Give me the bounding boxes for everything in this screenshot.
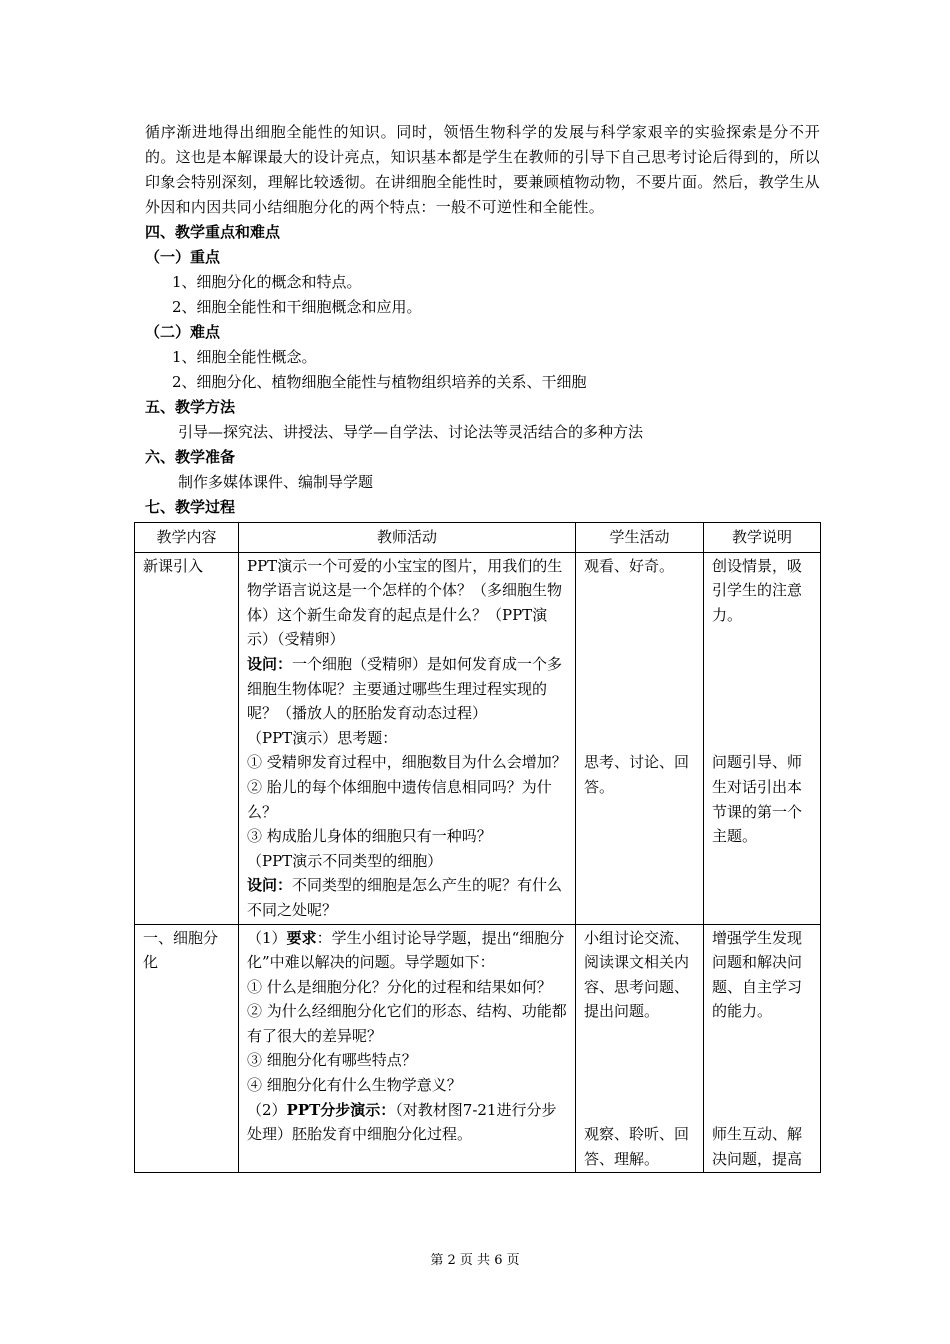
note-cell (704, 552, 821, 924)
header-student: 学生活动 (576, 523, 704, 553)
teaching-note: 增强学生发现问题和解决问题、自主学习的能力。 (712, 928, 803, 1021)
row-content-label: 一、细胞分化 (143, 928, 219, 972)
row-content-cell (135, 924, 239, 1173)
teaching-note: 师生互动、解决问题，提高 (712, 1125, 803, 1168)
note-cell (704, 924, 821, 1173)
guide-question: ④ 细胞分化有什么生物学意义？ (247, 1076, 462, 1095)
difficult-point-item: 2、细胞分化、植物细胞全能性与植物组织培养的关系、干细胞 (172, 373, 587, 391)
key-points-title: （一）重点 (145, 248, 221, 266)
question-label: 设问： (247, 876, 293, 895)
section-5-text: 引导—探究法、讲授法、导学—自学法、讨论法等灵活结合的多种方法 (178, 423, 644, 441)
header-teacher: 教师活动 (239, 523, 576, 553)
teacher-question-item: ① 受精卵发育过程中，细胞数目为什么会增加？ (247, 753, 567, 772)
row-content-label: 新课引入 (143, 556, 204, 575)
guide-question: ② 为什么经细胞分化它们的形态、结构、功能都有了很大的差异呢？ (247, 1002, 567, 1045)
page-footer: 第 2 页 共 6 页 (430, 1253, 520, 1268)
table-header-row (135, 523, 821, 553)
guide-question: ① 什么是细胞分化？分化的过程和结果如何？ (247, 977, 552, 996)
teacher-text: （PPT演示）思考题： (247, 728, 398, 747)
teacher-text: PPT演示一个可爱的小宝宝的图片，用我们的生物学语言说这是一个怎样的个体？（多细胞生物体）这个新生命发育的起点是什么？（PPT演示）（受精卵） (247, 556, 563, 649)
teacher-demo: （2）PPT分步演示：（对教材图7-21进行分步处理）胚胎发育中细胞分化过程。 (247, 1100, 557, 1144)
student-activity: 思考、讨论、回答。 (584, 753, 690, 796)
section-6-title: 六、教学准备 (145, 448, 236, 466)
table-row (135, 552, 821, 924)
row-content-cell (135, 552, 239, 924)
table-row (135, 924, 821, 1173)
teacher-requirement: （1）要求：学生小组讨论导学题，提出“细胞分化”中难以解决的问题。导学题如下： (247, 928, 565, 972)
student-activity: 小组讨论交流、阅读课文相关内容、思考问题、提出问题。 (584, 928, 690, 1021)
header-content: 教学内容 (135, 523, 239, 553)
guide-question: ③ 细胞分化有哪些特点？ (247, 1051, 417, 1070)
student-activity: 观看、好奇。 (584, 556, 675, 575)
student-activity-cell (576, 924, 704, 1173)
teacher-activity-cell (239, 552, 576, 924)
section-5-title: 五、教学方法 (145, 398, 236, 416)
document-body (145, 120, 820, 520)
teaching-process-table (134, 522, 821, 1173)
teacher-text: （PPT演示不同类型的细胞） (247, 851, 443, 870)
section-6-text: 制作多媒体课件、编制导学题 (178, 473, 374, 491)
key-point-item: 2、细胞全能性和干细胞概念和应用。 (172, 298, 422, 316)
intro-paragraph: 循序渐进地得出细胞全能性的知识。同时，领悟生物科学的发展与科学家艰辛的实验探索是分不开的。这也是本解课最大的设计亮点，知识基本都是学生在教师的引导下自己思考讨论后得到的，所以印象会特别深刻，理解比较透彻。在讲细胞全能性时，要兼顾植物动物，不要片面。然后，教学生从外因和内因共同小结细胞分化的两个特点：一般不可逆性和全能性。 (145, 123, 820, 216)
teacher-question: 设问：不同类型的细胞是怎么产生的呢？有什么不同之处呢？ (247, 876, 563, 919)
difficult-point-item: 1、细胞全能性概念。 (172, 348, 317, 366)
teacher-activity-cell (239, 924, 576, 1173)
student-activity-cell (576, 552, 704, 924)
teaching-note: 创设情景，吸引学生的注意力。 (712, 556, 803, 624)
header-note: 教学说明 (704, 523, 821, 553)
teacher-question-item: ③ 构成胎儿身体的细胞只有一种吗？ (247, 827, 492, 846)
teaching-note: 问题引导、师生对话引出本节课的第一个主题。 (712, 753, 803, 846)
student-activity: 观察、聆听、回答、理解。 (584, 1125, 690, 1168)
teacher-question-item: ② 胎儿的每个体细胞中遗传信息相同吗？为什么？ (247, 777, 552, 821)
question-label: 设问： (247, 654, 293, 673)
difficult-points-title: （二）难点 (145, 323, 221, 341)
key-point-item: 1、细胞分化的概念和特点。 (172, 273, 362, 291)
section-4-title: 四、教学重点和难点 (145, 223, 281, 241)
teacher-question: 设问：一个细胞（受精卵）是如何发育成一个多细胞生物体呢？主要通过哪些生理过程实现的呢？（播放人的胚胎发育动态过程） (247, 654, 563, 723)
section-7-title: 七、教学过程 (145, 498, 236, 516)
